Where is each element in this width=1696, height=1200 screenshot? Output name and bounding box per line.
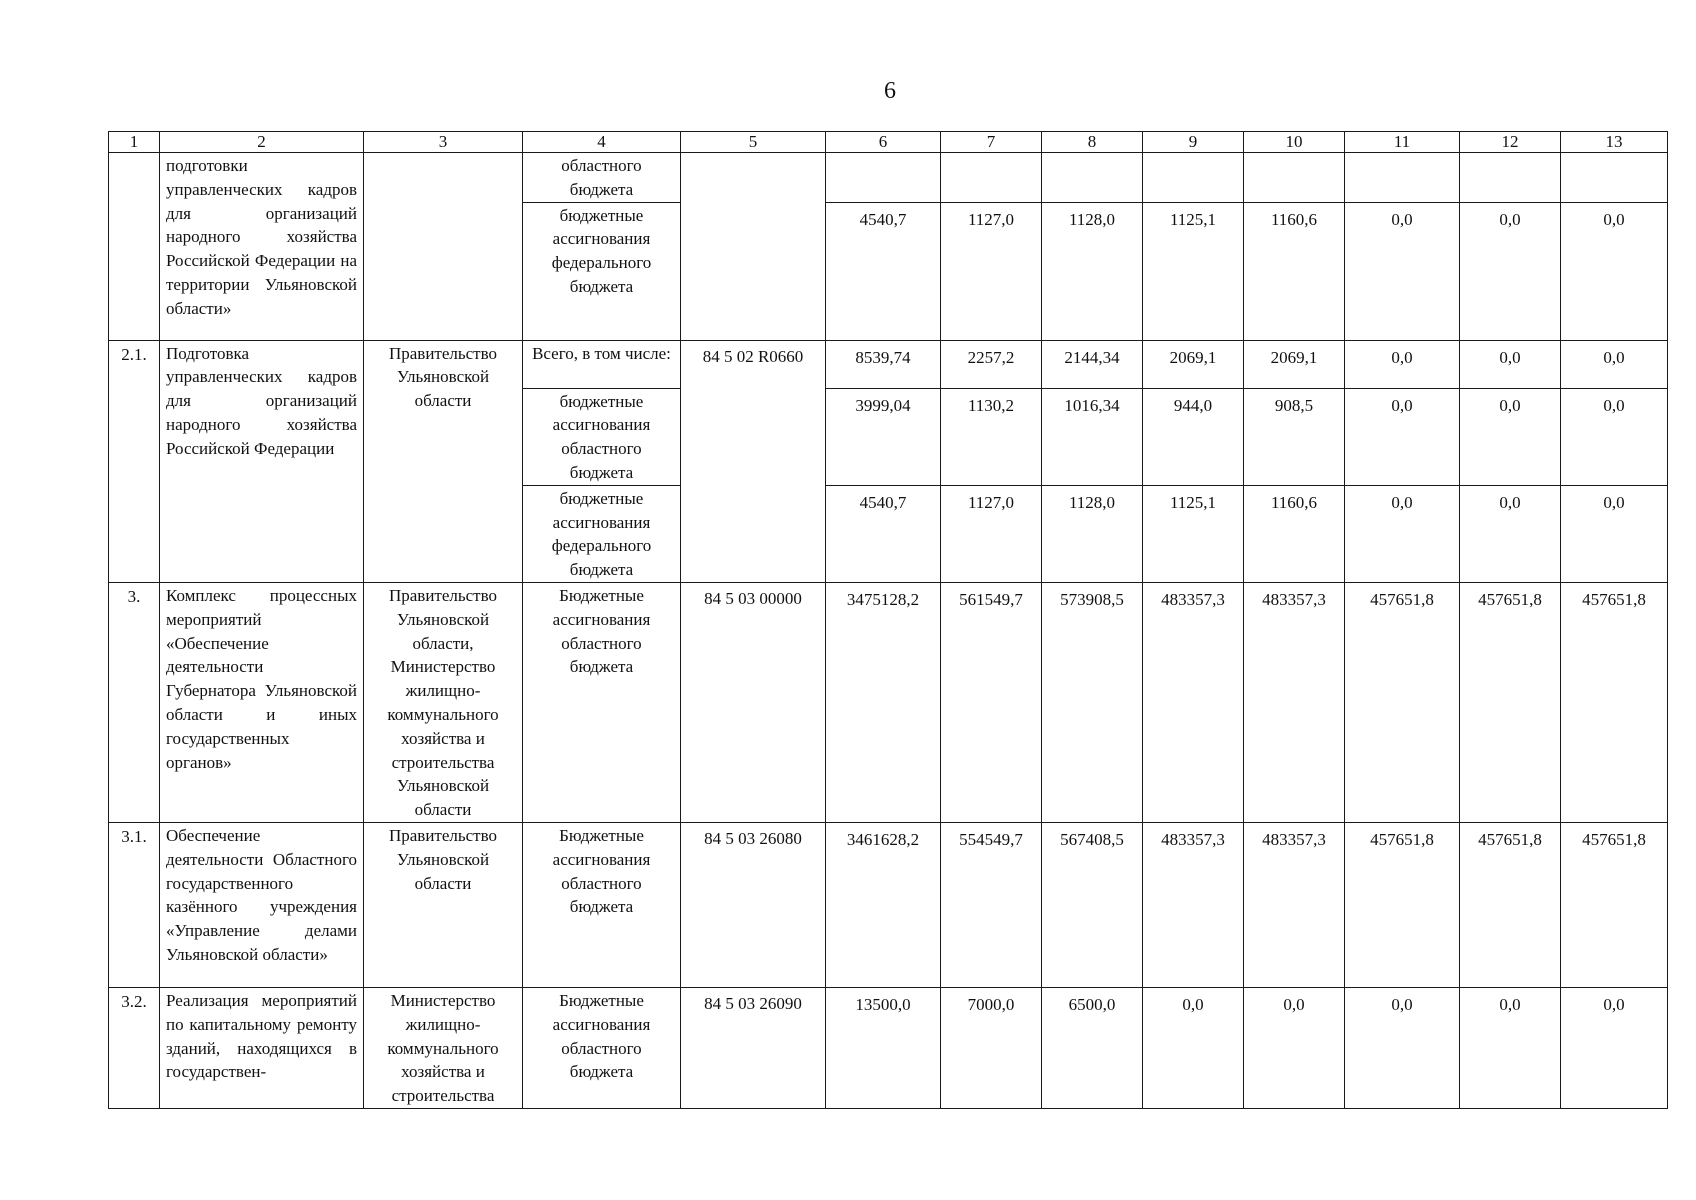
budget-code-cell: 84 5 03 00000 [681,582,826,822]
value-cell: 561549,7 [941,582,1042,822]
value-cell: 483357,3 [1244,822,1345,987]
column-header: 5 [681,132,826,153]
value-cell: 0,0 [1345,388,1460,485]
budget-code-cell: 84 5 03 26080 [681,822,826,987]
value-cell: 457651,8 [1561,822,1668,987]
budget-code-cell [681,153,826,341]
value-cell: 7000,0 [941,987,1042,1108]
value-cell: 554549,7 [941,822,1042,987]
value-cell: 0,0 [1460,340,1561,388]
value-cell: 0,0 [1561,388,1668,485]
funding-source-cell: Всего, в том числе: [523,340,681,388]
value-cell: 0,0 [1143,987,1244,1108]
measure-description: Обеспечение деятельности Областного государственного казённого учреждения «Управление делами Ульяновской области» [160,822,364,987]
table-row [109,582,1668,822]
row-number-cell: 2.1. [109,340,160,582]
value-cell [1345,153,1460,203]
executor-cell: Министерство жилищно-коммунального хозяйства и строительства [364,987,523,1108]
value-cell: 2069,1 [1143,340,1244,388]
header-row [109,132,1668,153]
executor-cell [364,153,523,341]
table-row [109,153,1668,203]
executor-cell: Правительство Ульяновской области, Министерство жилищно-коммунального хозяйства и строительства Ульяновской области [364,582,523,822]
value-cell [1042,153,1143,203]
budget-code-cell: 84 5 03 26090 [681,987,826,1108]
funding-source-cell: областного бюджета [523,153,681,203]
column-header: 3 [364,132,523,153]
measure-description: Реализация мероприятий по капитальному ремонту зданий, находящихся в государствен- [160,987,364,1108]
funding-source-cell: бюджетные ассигнования федерального бюджета [523,485,681,582]
table-row [109,340,1668,388]
value-cell: 1160,6 [1244,202,1345,340]
value-cell: 0,0 [1561,987,1668,1108]
value-cell: 1160,6 [1244,485,1345,582]
value-cell: 1130,2 [941,388,1042,485]
value-cell: 0,0 [1345,340,1460,388]
value-cell: 483357,3 [1244,582,1345,822]
column-header: 11 [1345,132,1460,153]
funding-source-cell: бюджетные ассигнования областного бюджета [523,388,681,485]
value-cell: 1016,34 [1042,388,1143,485]
value-cell: 1128,0 [1042,202,1143,340]
value-cell: 0,0 [1460,388,1561,485]
page-number: 6 [884,78,896,104]
column-header: 2 [160,132,364,153]
row-number-cell: 3.2. [109,987,160,1108]
value-cell: 457651,8 [1460,822,1561,987]
value-cell: 567408,5 [1042,822,1143,987]
value-cell: 1125,1 [1143,202,1244,340]
value-cell: 457651,8 [1345,582,1460,822]
measure-description: Комплекс процессных мероприятий «Обеспечение деятельности Губернатора Ульяновской области и иных государственных органов» [160,582,364,822]
value-cell: 3999,04 [826,388,941,485]
column-header: 9 [1143,132,1244,153]
value-cell: 1128,0 [1042,485,1143,582]
value-cell [941,153,1042,203]
value-cell [1460,153,1561,203]
value-cell: 944,0 [1143,388,1244,485]
row-number-cell: 3. [109,582,160,822]
table-row [109,822,1668,987]
column-header: 13 [1561,132,1668,153]
value-cell: 0,0 [1460,485,1561,582]
value-cell: 0,0 [1561,202,1668,340]
row-number-cell: 3.1. [109,822,160,987]
value-cell: 3475128,2 [826,582,941,822]
executor-cell: Правительство Ульяновской области [364,822,523,987]
value-cell: 1127,0 [941,202,1042,340]
value-cell [1561,153,1668,203]
value-cell: 3461628,2 [826,822,941,987]
value-cell: 4540,7 [826,485,941,582]
column-header: 4 [523,132,681,153]
value-cell: 573908,5 [1042,582,1143,822]
value-cell: 2144,34 [1042,340,1143,388]
column-header: 1 [109,132,160,153]
value-cell: 2257,2 [941,340,1042,388]
value-cell: 483357,3 [1143,822,1244,987]
funding-source-cell: Бюджетные ассигнования областного бюджета [523,987,681,1108]
value-cell: 13500,0 [826,987,941,1108]
budget-allocation-table [108,131,1668,1109]
value-cell: 1125,1 [1143,485,1244,582]
row-number-cell [109,153,160,341]
measure-description: подготовки управленческих кадров для организаций народного хозяйства Российской Федерации на территории Ульяновской области» [160,153,364,341]
funding-source-cell: бюджетные ассигнования федерального бюджета [523,202,681,340]
value-cell: 8539,74 [826,340,941,388]
value-cell: 0,0 [1244,987,1345,1108]
column-header: 7 [941,132,1042,153]
value-cell: 457651,8 [1561,582,1668,822]
value-cell: 2069,1 [1244,340,1345,388]
column-header: 12 [1460,132,1561,153]
value-cell: 1127,0 [941,485,1042,582]
column-header: 6 [826,132,941,153]
column-header: 10 [1244,132,1345,153]
executor-cell: Правительство Ульяновской области [364,340,523,582]
value-cell: 908,5 [1244,388,1345,485]
value-cell: 457651,8 [1345,822,1460,987]
value-cell [826,153,941,203]
funding-source-cell: Бюджетные ассигнования областного бюджета [523,582,681,822]
funding-source-cell: Бюджетные ассигнования областного бюджета [523,822,681,987]
value-cell: 0,0 [1345,987,1460,1108]
value-cell: 0,0 [1561,340,1668,388]
value-cell: 0,0 [1345,485,1460,582]
value-cell: 0,0 [1460,987,1561,1108]
value-cell: 0,0 [1561,485,1668,582]
value-cell: 483357,3 [1143,582,1244,822]
value-cell: 0,0 [1345,202,1460,340]
value-cell: 4540,7 [826,202,941,340]
value-cell: 6500,0 [1042,987,1143,1108]
table-row [109,987,1668,1108]
value-cell [1143,153,1244,203]
value-cell: 457651,8 [1460,582,1561,822]
budget-code-cell: 84 5 02 R0660 [681,340,826,582]
measure-description: Подготовка управленческих кадров для организаций народного хозяйства Российской Федерации [160,340,364,582]
value-cell: 0,0 [1460,202,1561,340]
value-cell [1244,153,1345,203]
column-header: 8 [1042,132,1143,153]
table-header [109,132,1668,153]
